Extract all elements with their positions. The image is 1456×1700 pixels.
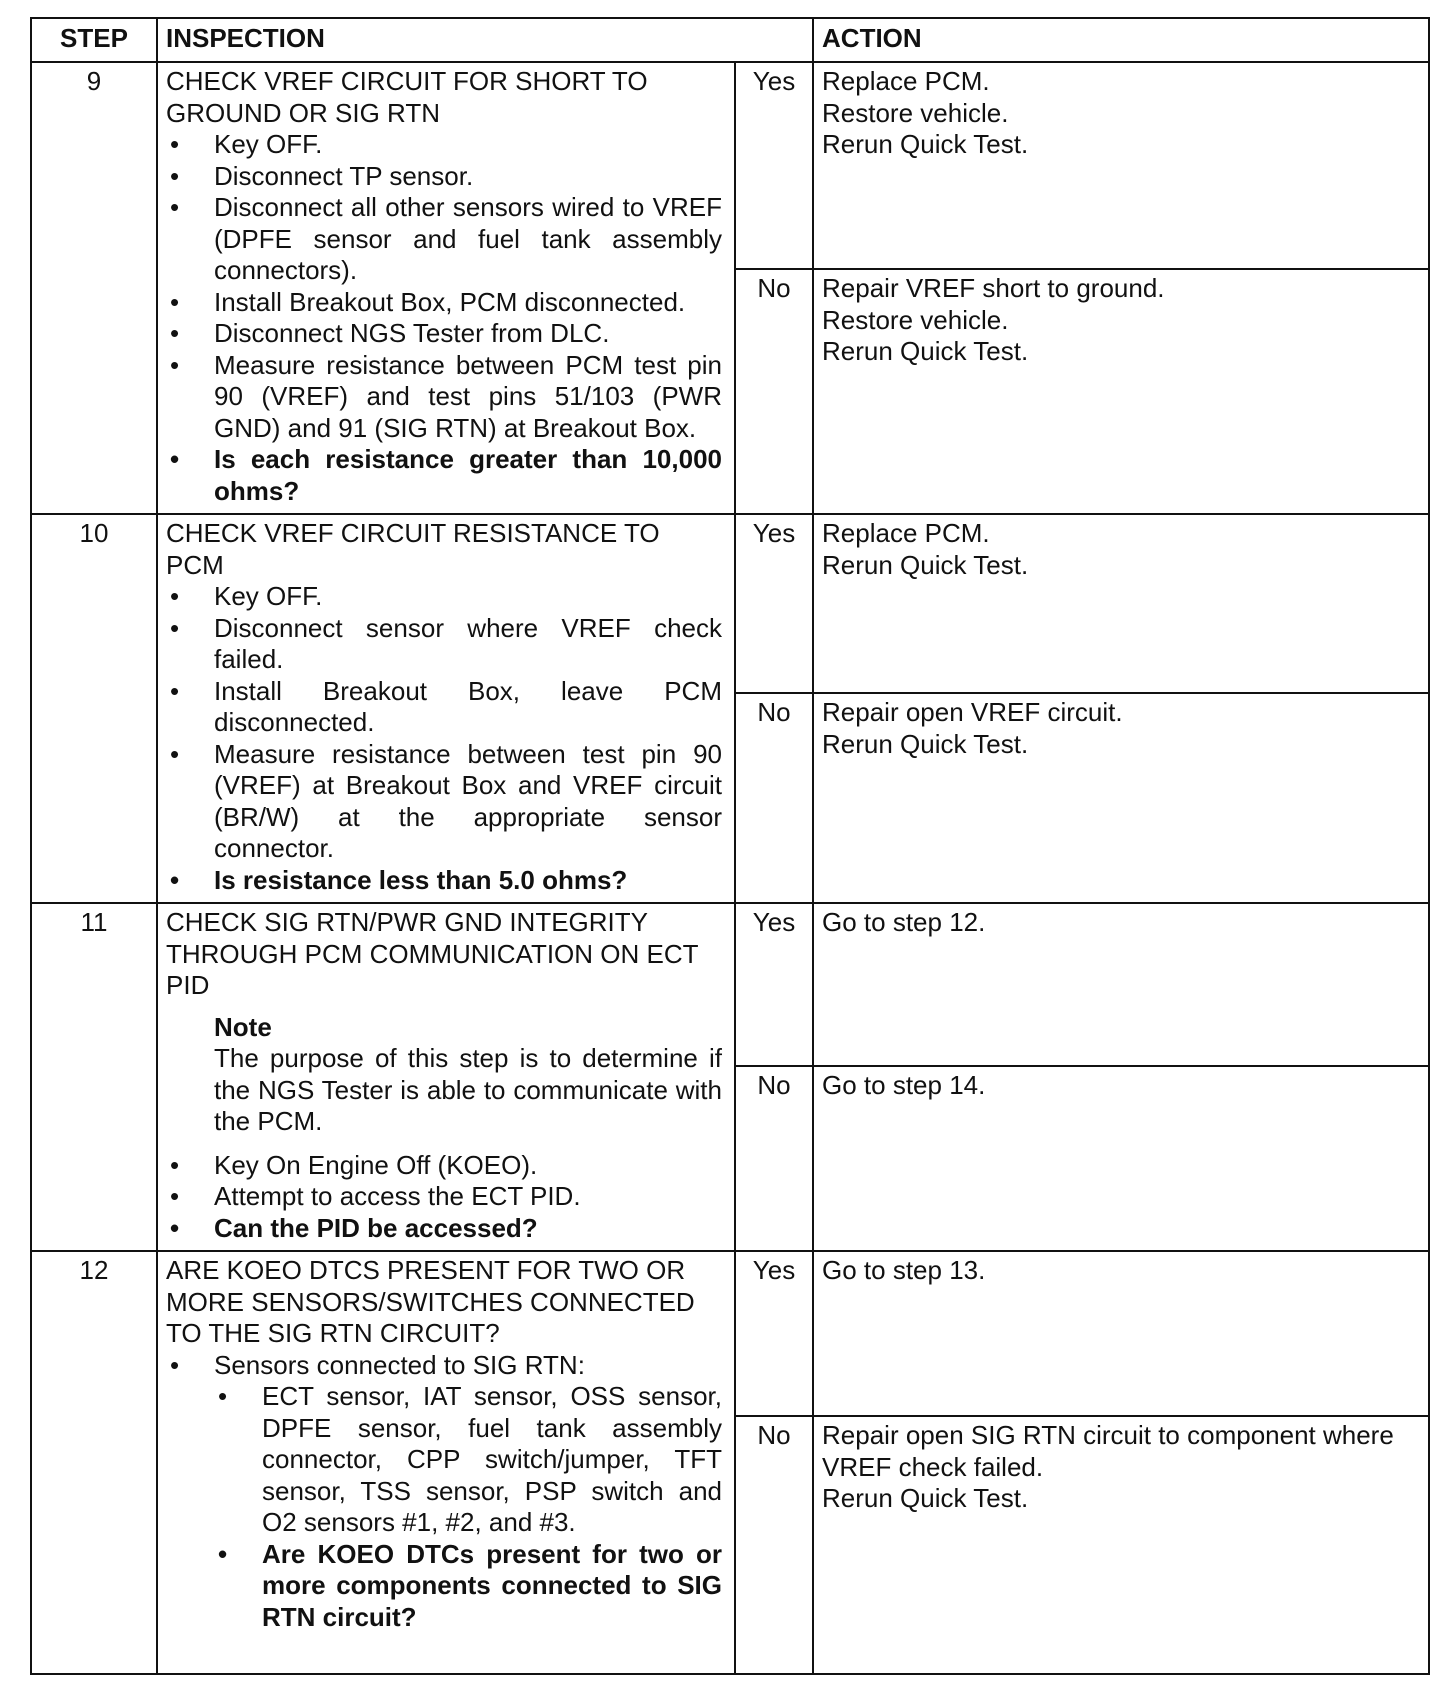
step-inspection xyxy=(157,62,735,514)
bullet-list xyxy=(166,581,722,896)
diagnostic-table xyxy=(30,17,1430,1675)
header-action: ACTION xyxy=(813,18,1429,62)
step-heading: CHECK VREF CIRCUIT FOR SHORT TO GROUND OR SIG RTN xyxy=(166,66,648,128)
bullet-list xyxy=(166,1350,722,1634)
step-number: 10 xyxy=(31,514,157,903)
yes-action: Go to step 13. xyxy=(813,1251,1429,1416)
bullet-list xyxy=(166,129,722,507)
step-heading: CHECK VREF CIRCUIT RESISTANCE TO PCM xyxy=(166,518,660,580)
yes-action: Replace PCM. Rerun Quick Test. xyxy=(813,514,1429,693)
step-9-yes-row xyxy=(31,62,1429,269)
header-inspection: INSPECTION xyxy=(157,18,813,62)
yes-label: Yes xyxy=(735,514,813,693)
step-10-yes-row xyxy=(31,514,1429,693)
no-action: Repair open VREF circuit. Rerun Quick Test. xyxy=(813,693,1429,903)
no-action: Go to step 14. xyxy=(813,1066,1429,1251)
note-text: The purpose of this step is to determine if the NGS Tester is able to communicate with the PCM. xyxy=(214,1043,722,1136)
yes-action: Replace PCM. Restore vehicle. Rerun Quick Test. xyxy=(813,62,1429,269)
no-label: No xyxy=(735,269,813,514)
no-label: No xyxy=(735,1066,813,1251)
list-item: • Disconnect sensor where VREF check failed. xyxy=(170,612,722,674)
list-item: • Install Breakout Box, PCM disconnected. xyxy=(170,286,686,317)
list-item: • Attempt to access the ECT PID. xyxy=(170,1181,581,1211)
question: • Can the PID be accessed? xyxy=(170,1212,538,1243)
list-item: • Install Breakout Box, leave PCM disconnected. xyxy=(170,675,722,737)
step-number: 12 xyxy=(31,1251,157,1674)
list-item: • Key OFF. xyxy=(170,129,323,159)
no-action: Repair VREF short to ground. Restore vehicle. Rerun Quick Test. xyxy=(813,269,1429,514)
list-item: • Disconnect all other sensors wired to VREF (DPFE sensor and fuel tank assembly connectors). xyxy=(170,192,722,285)
question: • Are KOEO DTCs present for two or more components connected to SIG RTN circuit? xyxy=(218,1538,722,1632)
list-item: • Measure resistance between test pin 90 (VREF) at Breakout Box and VREF circuit (BR/W) at the appropriate sensor connector. xyxy=(170,738,722,863)
no-action: Repair open SIG RTN circuit to component where VREF check failed. Rerun Quick Test. xyxy=(813,1416,1429,1674)
step-inspection xyxy=(157,514,735,903)
list-item: • Disconnect NGS Tester from DLC. xyxy=(170,318,610,348)
sub-bullet-list xyxy=(214,1381,722,1633)
question: • Is resistance less than 5.0 ohms? xyxy=(170,864,628,895)
step-12-yes-row xyxy=(31,1251,1429,1416)
step-number: 11 xyxy=(31,903,157,1251)
yes-label: Yes xyxy=(735,903,813,1066)
list-item: • Sensors connected to SIG RTN: • ECT sensor, IAT sensor, OSS sensor, DPFE sensor, fuel tank assembly connector, CPP switch/jumper, TFT sensor, TSS sensor, PSP switch and O2 sensors #1, #2, and #3. • Are KOEO DTCs present for two or more components connected to SIG RTN circuit? xyxy=(170,1349,722,1632)
yes-label: Yes xyxy=(735,1251,813,1416)
list-item: • Disconnect TP sensor. xyxy=(170,160,474,191)
yes-label: Yes xyxy=(735,62,813,269)
list-item: • Key OFF. xyxy=(170,581,323,611)
header-row xyxy=(31,18,1429,62)
note-title: Note xyxy=(214,1011,272,1042)
step-11-yes-row xyxy=(31,903,1429,1066)
step-heading: ARE KOEO DTCS PRESENT FOR TWO OR MORE SENSORS/SWITCHES CONNECTED TO THE SIG RTN CIRCUIT? xyxy=(166,1255,695,1348)
bullet-list xyxy=(166,1150,722,1245)
note-box xyxy=(166,1012,722,1138)
question: • Is each resistance greater than 10,000 ohms? xyxy=(170,444,722,506)
step-inspection xyxy=(157,1251,735,1674)
list-item: • Key On Engine Off (KOEO). xyxy=(170,1149,538,1180)
step-inspection xyxy=(157,903,735,1251)
no-label: No xyxy=(735,1416,813,1674)
list-item: • ECT sensor, IAT sensor, OSS sensor, DPFE sensor, fuel tank assembly connector, CPP switch/jumper, TFT sensor, TSS sensor, PSP switch and O2 sensors #1, #2, and #3. xyxy=(218,1381,722,1537)
yes-action: Go to step 12. xyxy=(813,903,1429,1066)
step-heading: CHECK SIG RTN/PWR GND INTEGRITY THROUGH PCM COMMUNICATION ON ECT PID xyxy=(166,907,699,1000)
list-item: • Measure resistance between PCM test pin 90 (VREF) and test pins 51/103 (PWR GND) and 91 (SIG RTN) at Breakout Box. xyxy=(170,349,722,443)
step-number: 9 xyxy=(31,62,157,514)
no-label: No xyxy=(735,693,813,903)
header-step: STEP xyxy=(31,18,157,62)
